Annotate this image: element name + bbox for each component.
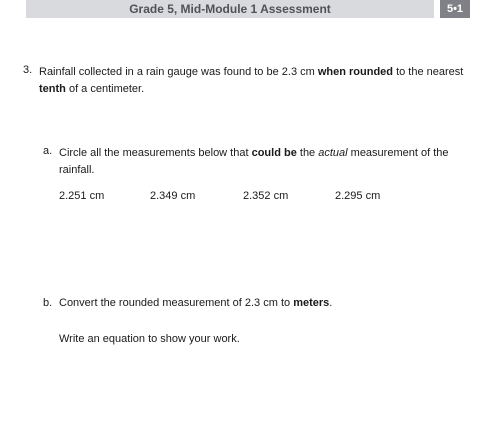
part-b-text: [59, 295, 479, 312]
measurement-option-4[interactable]: 2.295 cm: [335, 190, 381, 202]
part-a-text-part: measurement of the rainfall.: [59, 147, 449, 176]
part-a-text-part: Circle all the measurements below that: [59, 147, 252, 159]
question-text-part: of a centimeter.: [65, 83, 145, 95]
measurement-option-1[interactable]: 2.251 cm: [59, 190, 105, 202]
module-badge: 5•1: [440, 0, 470, 18]
question-text-part: to the nearest: [393, 66, 464, 78]
part-b-emphasis-meters: meters: [293, 297, 330, 309]
question-number: 3.: [23, 64, 33, 76]
question-emphasis-tenth: tenth: [39, 83, 66, 95]
header-title: Grade 5, Mid-Module 1 Assessment: [129, 2, 331, 16]
question-text-part: Rainfall collected in a rain gauge was found to be 2.3 cm: [39, 66, 318, 78]
part-b-instruction: Write an equation to show your work.: [59, 333, 240, 345]
measurement-option-3[interactable]: 2.352 cm: [243, 190, 289, 202]
part-a-label: a.: [43, 145, 53, 157]
part-a-emphasis-actual: actual: [318, 147, 348, 159]
question-text: [39, 64, 469, 98]
part-a-text-part: the: [296, 147, 319, 159]
measurement-option-2[interactable]: 2.349 cm: [150, 190, 196, 202]
part-a-emphasis-could-be: could be: [251, 147, 297, 159]
part-b-text-part: Convert the rounded measurement of 2.3 cm to: [59, 297, 294, 309]
part-a-text: [59, 145, 469, 179]
part-b-label: b.: [43, 297, 53, 309]
question-emphasis-rounded: when rounded: [317, 66, 394, 78]
part-b-text-part: .: [329, 297, 333, 309]
